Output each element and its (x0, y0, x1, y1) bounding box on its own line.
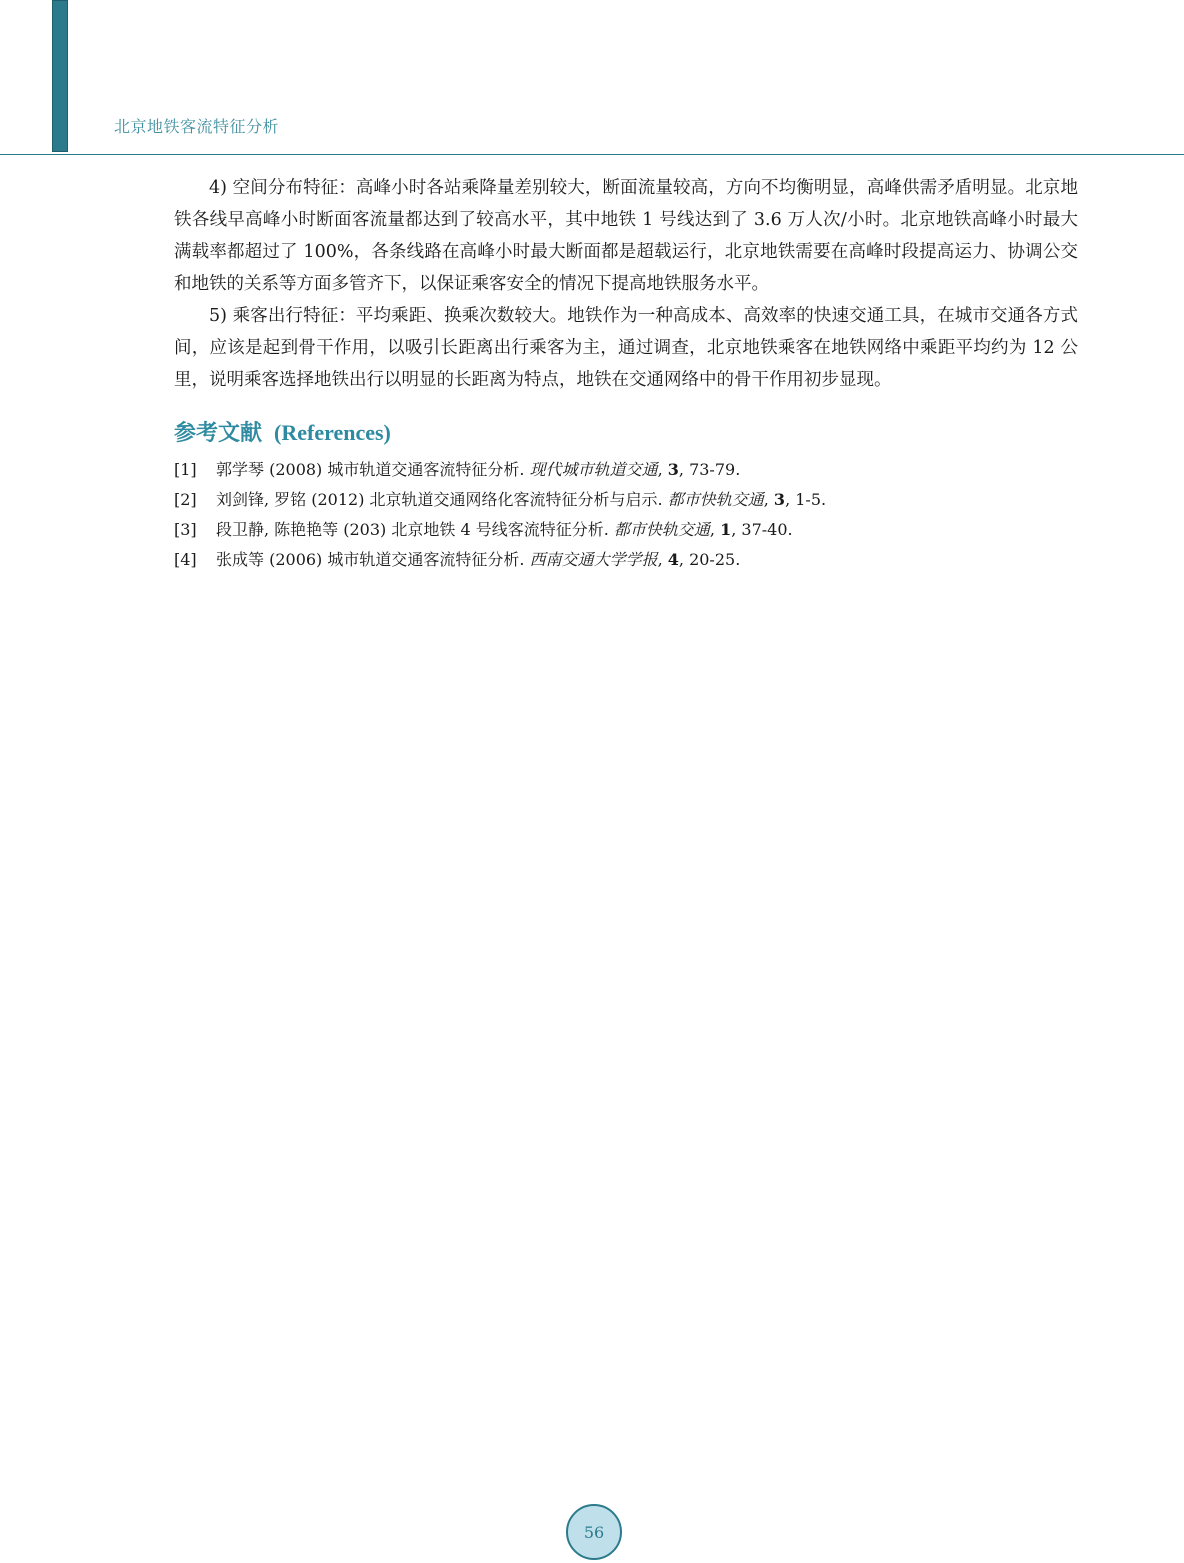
main-content (174, 172, 1078, 575)
header-divider (0, 154, 1184, 155)
reference-body: 张成等 (2006) 城市轨道交通客流特征分析. 西南交通大学学报, 4, 20-25. (216, 550, 741, 569)
reference-volume: 3 (773, 490, 786, 509)
references-heading-cn: 参考文献 (174, 421, 263, 446)
reference-text: 刘剑锋, 罗铭 (2012) 北京轨道交通网络化客流特征分析与启示. (216, 490, 668, 509)
reference-item (174, 455, 1078, 485)
reference-text: 郭学琴 (2008) 城市轨道交通客流特征分析. (216, 460, 530, 479)
reference-journal: 西南交通大学学报 (529, 550, 658, 569)
reference-text: 张成等 (2006) 城市轨道交通客流特征分析. (216, 550, 530, 569)
reference-item (174, 515, 1078, 545)
reference-body: 刘剑锋, 罗铭 (2012) 北京轨道交通网络化客流特征分析与启示. 都市快轨交通, 3, 1-5. (216, 490, 827, 509)
reference-pages: , 1-5. (785, 490, 827, 509)
reference-pages: , 37-40. (731, 520, 793, 539)
reference-item (174, 485, 1078, 515)
page-number-badge: 56 (566, 1504, 622, 1560)
reference-number: [4] (174, 550, 197, 569)
references-heading-en: (References) (274, 420, 391, 445)
reference-item (174, 545, 1078, 575)
reference-body: 郭学琴 (2008) 城市轨道交通客流特征分析. 现代城市轨道交通, 3, 73-79. (216, 460, 741, 479)
reference-journal: 现代城市轨道交通 (529, 460, 658, 479)
running-header-title: 北京地铁客流特征分析 (114, 117, 280, 136)
reference-number: [1] (174, 460, 197, 479)
reference-journal: 都市快轨交通 (667, 490, 764, 509)
reference-volume: 3 (667, 460, 679, 479)
reference-number: [2] (174, 490, 197, 509)
reference-body: 段卫静, 陈艳艳等 (203) 北京地铁 4 号线客流特征分析. 都市快轨交通, 1, 37-40. (216, 520, 793, 539)
reference-pages: , 20-25. (678, 550, 741, 569)
reference-volume: 1 (720, 520, 732, 539)
reference-volume: 4 (667, 550, 679, 569)
reference-pages: , 73-79. (678, 460, 741, 479)
header-accent-bar (52, 0, 68, 152)
references-heading (174, 416, 1078, 447)
paragraph-spatial-distribution: 4) 空间分布特征：高峰小时各站乘降量差别较大，断面流量较高，方向不均衡明显，高峰供需矛盾明显。北京地铁各线早高峰小时断面客流量都达到了较高水平，其中地铁 1 号线达到了 3.6 万人次/小时。北京地铁高峰小时最大满载率都超过了 100%，各条线路在高峰小时最大断面都是超载运行，北京地铁需要在高峰时段提高运力、协调公交和地铁的关系等方面多管齐下，以保证乘客安全的情况下提高地铁服务水平。 (174, 178, 1078, 294)
reference-journal: 都市快轨交通 (613, 520, 710, 539)
paragraph-passenger-travel: 5) 乘客出行特征：平均乘距、换乘次数较大。地铁作为一种高成本、高效率的快速交通工具，在城市交通各方式间，应该是起到骨干作用，以吸引长距离出行乘客为主，通过调查，北京地铁乘客在地铁网络中乘距平均约为 12 公里，说明乘客选择地铁出行以明显的长距离为特点，地铁在交通网络中的骨干作用初步显现。 (174, 306, 1078, 390)
reference-number: [3] (174, 520, 197, 539)
reference-text: 段卫静, 陈艳艳等 (203) 北京地铁 4 号线客流特征分析. (216, 520, 614, 539)
